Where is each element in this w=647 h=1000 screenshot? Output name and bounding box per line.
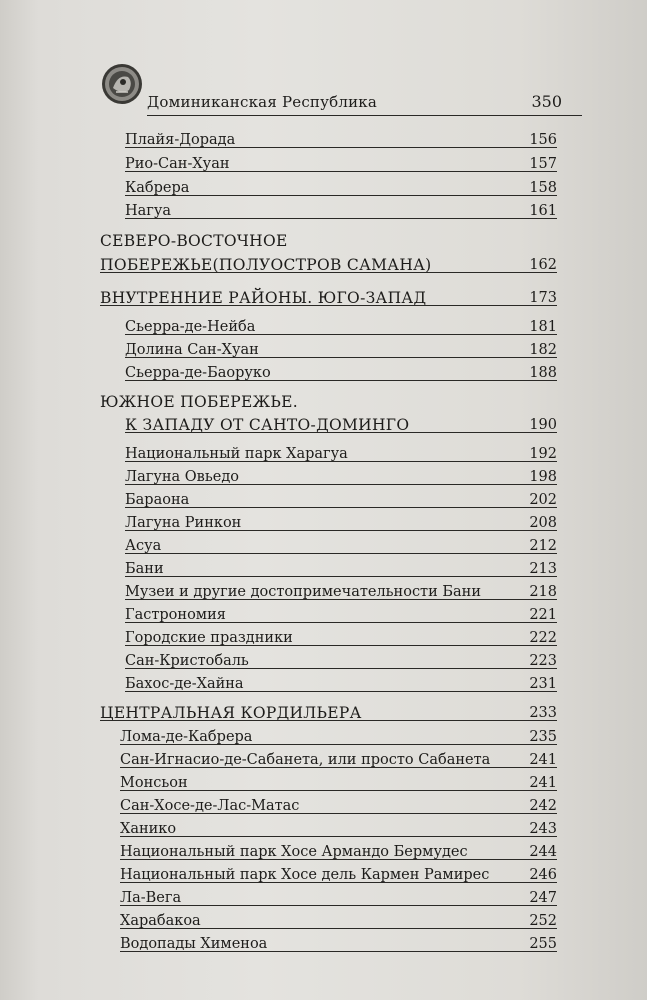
dot-leader — [125, 691, 557, 692]
toc-entry[interactable] — [0, 674, 647, 694]
toc-entry-page: 235 — [529, 729, 557, 745]
toc-entry-label: Ла-Вега — [120, 890, 182, 906]
toc-entry[interactable] — [0, 819, 647, 839]
dot-leader — [120, 836, 557, 837]
toc-entry-label: Монсьон — [120, 775, 188, 791]
toc-entry[interactable] — [0, 154, 647, 174]
toc-section-heading[interactable] — [0, 703, 647, 723]
dot-leader — [120, 951, 557, 952]
dot-leader — [120, 744, 557, 745]
toc-entry-label: Харабакоа — [120, 913, 201, 929]
toc-entry-label: Городские праздники — [125, 630, 293, 646]
toc-section-label: ЦЕНТРАЛЬНАЯ КОРДИЛЬЕРА — [100, 704, 362, 722]
toc-entry-page: 173 — [529, 290, 557, 306]
toc-entry[interactable] — [0, 628, 647, 648]
dot-leader — [125, 171, 557, 172]
toc-entry[interactable] — [0, 911, 647, 931]
toc-entry[interactable] — [0, 934, 647, 954]
toc-entry-page: 156 — [529, 132, 557, 148]
dot-leader — [125, 484, 557, 485]
dot-leader — [125, 668, 557, 669]
dot-leader — [120, 905, 557, 906]
toc-entry-label: Бахос-де-Хайна — [125, 676, 244, 692]
dot-leader — [125, 599, 557, 600]
toc-entry-page: 241 — [529, 775, 557, 791]
toc-entry-label: Лагуна Овьедо — [125, 469, 239, 485]
toc-entry-page: 246 — [529, 867, 557, 883]
toc-entry-label: Кабрера — [125, 180, 190, 196]
toc-entry[interactable] — [0, 865, 647, 885]
toc-entry-page: 243 — [529, 821, 557, 837]
toc-entry[interactable] — [0, 750, 647, 770]
toc-entry-label: Сан-Игнасио-де-Сабанета, или просто Сабанета — [120, 752, 491, 768]
toc-section-heading[interactable] — [0, 255, 647, 275]
toc-section-label: СЕВЕРО-ВОСТОЧНОЕ — [100, 232, 288, 250]
dot-leader — [125, 645, 557, 646]
toc-entry-label: Рио-Сан-Хуан — [125, 156, 230, 172]
toc-entry[interactable] — [0, 444, 647, 464]
dot-leader — [125, 195, 557, 196]
toc-entry-page: 255 — [529, 936, 557, 952]
toc-entry[interactable] — [0, 582, 647, 602]
dot-leader — [125, 622, 557, 623]
dot-leader — [125, 218, 557, 219]
toc-entry-label: Асуа — [125, 538, 162, 554]
toc-entry[interactable] — [0, 467, 647, 487]
toc-entry[interactable] — [0, 888, 647, 908]
toc-entry-label: Национальный парк Хосе дель Кармен Рамирес — [120, 867, 490, 883]
toc-entry[interactable] — [0, 490, 647, 510]
toc-entry-page: 158 — [529, 180, 557, 196]
dot-leader — [125, 507, 557, 508]
toc-entry[interactable] — [0, 559, 647, 579]
toc-entry-page: 161 — [529, 203, 557, 219]
toc-entry-page: 198 — [529, 469, 557, 485]
toc-entry-label: Бараона — [125, 492, 190, 508]
toc-entry[interactable] — [0, 130, 647, 150]
toc-entry[interactable] — [0, 317, 647, 337]
toc-entry[interactable] — [0, 842, 647, 862]
page-number: 350 — [531, 92, 562, 111]
toc-entry[interactable] — [0, 178, 647, 198]
toc-entry-page: 202 — [529, 492, 557, 508]
header-title: Доминиканская Республика — [147, 93, 378, 111]
toc-entry-label: Сан-Хосе-де-Лас-Матас — [120, 798, 300, 814]
toc-entry-label: Нагуа — [125, 203, 172, 219]
toc-entry-label: Бани — [125, 561, 164, 577]
toc-entry-page: 157 — [529, 156, 557, 172]
toc-entry-label: Национальный парк Хосе Армандо Бермудес — [120, 844, 468, 860]
toc-entry-page: 162 — [529, 257, 557, 273]
toc-section-label: К ЗАПАДУ ОТ САНТО-ДОМИНГО — [125, 416, 410, 434]
toc-entry-label: Ханико — [120, 821, 177, 837]
toc-section-label: ВНУТРЕННИЕ РАЙОНЫ. ЮГО-ЗАПАД — [100, 289, 427, 307]
toc-entry-label: Гастрономия — [125, 607, 226, 623]
toc-section-heading[interactable] — [0, 392, 647, 412]
dot-leader — [100, 305, 557, 306]
toc-section-label: ЮЖНОЕ ПОБЕРЕЖЬЕ. — [100, 393, 298, 411]
dot-leader — [125, 380, 557, 381]
toc-entry[interactable] — [0, 201, 647, 221]
toc-entry-label: Лагуна Ринкон — [125, 515, 242, 531]
toc-entry-page: 188 — [529, 365, 557, 381]
dot-leader — [125, 461, 557, 462]
toc-entry-page: 222 — [529, 630, 557, 646]
dot-leader — [120, 767, 557, 768]
toc-entry-page: 218 — [529, 584, 557, 600]
toc-entry-page: 242 — [529, 798, 557, 814]
dot-leader — [120, 790, 557, 791]
toc-entry[interactable] — [0, 363, 647, 383]
toc-entry[interactable] — [0, 727, 647, 747]
toc-entry[interactable] — [0, 773, 647, 793]
dot-leader — [125, 147, 557, 148]
dot-leader — [120, 882, 557, 883]
toc-section-label: ПОБЕРЕЖЬЕ(ПОЛУОСТРОВ САМАНА) — [100, 256, 432, 274]
dot-leader — [125, 530, 557, 531]
dot-leader — [125, 576, 557, 577]
toc-entry-page: 181 — [529, 319, 557, 335]
dot-leader — [125, 334, 557, 335]
toc-entry-page: 223 — [529, 653, 557, 669]
toc-section-heading[interactable] — [0, 415, 647, 435]
toc-entry-page: 192 — [529, 446, 557, 462]
toc-entry-page: 182 — [529, 342, 557, 358]
toc-entry-page: 213 — [529, 561, 557, 577]
dot-leader — [100, 272, 557, 273]
toc-entry-label: Сьерра-де-Нейба — [125, 319, 256, 335]
toc-entry-label: Музеи и другие достопримечательности Бани — [125, 584, 481, 600]
toc-entry-label: Сьерра-де-Баоруко — [125, 365, 271, 381]
toc-section-heading[interactable] — [0, 288, 647, 308]
toc-entry-page: 231 — [529, 676, 557, 692]
toc-entry-page: 244 — [529, 844, 557, 860]
toc-entry[interactable] — [0, 605, 647, 625]
toc-entry-page: 252 — [529, 913, 557, 929]
dot-leader — [120, 928, 557, 929]
toc-entry-page: 208 — [529, 515, 557, 531]
toc-entry[interactable] — [0, 796, 647, 816]
toc-entry-page: 190 — [529, 417, 557, 433]
toc-section-heading[interactable] — [0, 231, 647, 251]
toc-entry-label: Лома-де-Кабрера — [120, 729, 253, 745]
dot-leader — [125, 357, 557, 358]
dot-leader — [100, 720, 557, 721]
toc-entry-label: Долина Сан-Хуан — [125, 342, 259, 358]
toc-entry-label: Водопады Хименоа — [120, 936, 268, 952]
toc-entry-page: 247 — [529, 890, 557, 906]
toc-entry[interactable] — [0, 340, 647, 360]
toc-entry-page: 221 — [529, 607, 557, 623]
dot-leader — [120, 859, 557, 860]
toc-entry-label: Сан-Кристобаль — [125, 653, 249, 669]
dot-leader — [125, 432, 557, 433]
toc-entry-label: Национальный парк Харагуа — [125, 446, 348, 462]
toc-entry-label: Плайя-Дорада — [125, 132, 236, 148]
dot-leader — [125, 553, 557, 554]
toc-entry-page: 212 — [529, 538, 557, 554]
toc-entry-page: 241 — [529, 752, 557, 768]
toc-entry-page: 233 — [529, 705, 557, 721]
dot-leader — [120, 813, 557, 814]
toc-entry[interactable] — [0, 536, 647, 556]
toc-entry[interactable] — [0, 513, 647, 533]
toc-entry[interactable] — [0, 651, 647, 671]
